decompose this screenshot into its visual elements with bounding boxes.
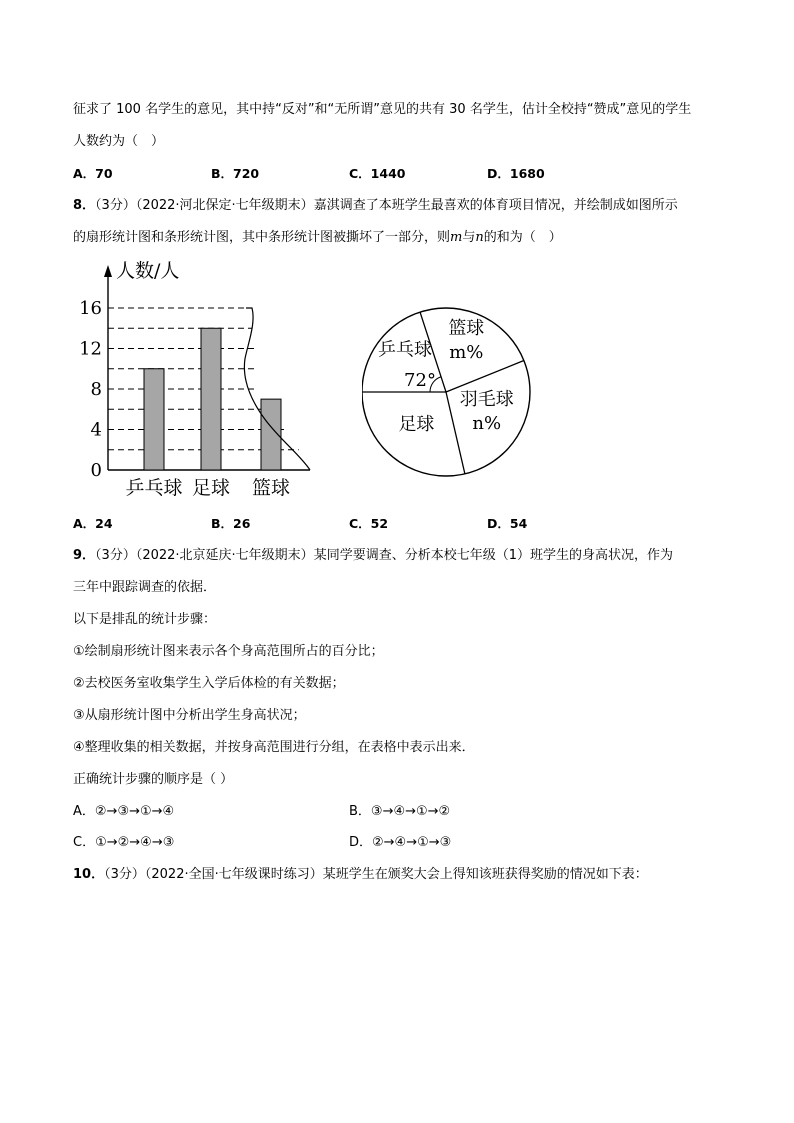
q8-stem-line1 bbox=[73, 197, 678, 215]
q9-option-b[interactable]: B．③→④→①→② bbox=[349, 804, 451, 819]
x-tick-label: 足球 bbox=[191, 477, 231, 499]
q8-number: 8． bbox=[73, 198, 96, 213]
q9-score: （3分） bbox=[95, 548, 136, 563]
q9-stem-text1: 某同学要调查、分析本校七年级（1）班学生的身高状况，作为 bbox=[313, 548, 673, 563]
q10-stem-text1: 某班学生在颁奖大会上得知该班获得奖励的情况如下表： bbox=[322, 867, 648, 882]
q7-option-b[interactable]: B．720 bbox=[211, 166, 260, 181]
x-tick-label: 乒乓球 bbox=[125, 477, 183, 499]
q8-stem-text1: 嘉淇调查了本班学生最喜欢的体育项目情况，并绘制成如图所示 bbox=[313, 198, 678, 213]
q8-bar-chart bbox=[70, 255, 330, 505]
q9-stem-line3: 以下是排乱的统计步骤： bbox=[73, 612, 217, 627]
y-tick-label: 12 bbox=[79, 338, 102, 360]
q9-source: （2022·北京延庆·七年级期末） bbox=[135, 548, 314, 563]
q8-option-c[interactable]: C．52 bbox=[349, 516, 389, 531]
q8-pie-chart bbox=[362, 298, 542, 488]
q9-step-1: ①绘制扇形统计图来表示各个身高范围所占的百分比； bbox=[73, 644, 384, 659]
q8-var-n: n bbox=[475, 230, 484, 245]
q10-stem-line1 bbox=[73, 866, 648, 884]
x-tick-label: 篮球 bbox=[251, 477, 291, 499]
q8-option-d[interactable]: D．54 bbox=[487, 516, 528, 531]
q9-step-2: ②去校医务室收集学生入学后体检的有关数据； bbox=[73, 676, 345, 691]
q10-source: （2022·全国·七年级课时练习） bbox=[144, 867, 323, 882]
slice-badminton-value: n% bbox=[472, 413, 502, 435]
slice-pingpong-value: 72° bbox=[404, 370, 436, 391]
y-axis-label: 人数/人 bbox=[116, 260, 180, 282]
q8-score: （3分） bbox=[95, 198, 136, 213]
q8-source: （2022·河北保定·七年级期末） bbox=[135, 198, 314, 213]
q9-step-3: ③从扇形统计图中分析出学生身高状况； bbox=[73, 708, 306, 723]
q8-option-b[interactable]: B．26 bbox=[211, 516, 251, 531]
slice-pingpong-label: 乒乓球 bbox=[378, 339, 433, 361]
q9-option-d[interactable]: D．②→④→①→③ bbox=[349, 835, 452, 850]
slice-badminton-label: 羽毛球 bbox=[459, 389, 514, 411]
slice-football-label: 足球 bbox=[398, 413, 435, 435]
q7-option-d[interactable]: D．1680 bbox=[487, 166, 545, 181]
q9-stem-line2: 三年中跟踪调查的依据． bbox=[73, 580, 217, 595]
q7-option-a[interactable]: A．70 bbox=[73, 166, 113, 181]
q9-number: 9． bbox=[73, 548, 96, 563]
q7-stem-line2: 人数约为（ ） bbox=[73, 134, 165, 149]
q9-question: 正确统计步骤的顺序是（ ） bbox=[73, 772, 234, 787]
q8-stem-line2 bbox=[73, 229, 562, 247]
q10-number: 10． bbox=[73, 867, 105, 882]
y-tick-label: 4 bbox=[90, 419, 102, 441]
bar bbox=[201, 328, 221, 470]
q10-score: （3分） bbox=[104, 867, 145, 882]
slice-basketball-value: m% bbox=[449, 342, 484, 364]
q9-option-a[interactable]: A．②→③→①→④ bbox=[73, 804, 175, 819]
y-tick-label: 16 bbox=[79, 298, 102, 319]
q7-option-c[interactable]: C．1440 bbox=[349, 166, 406, 181]
y-tick-label: 8 bbox=[90, 379, 102, 400]
y-tick-label: 0 bbox=[90, 460, 102, 481]
q8-var-m: m bbox=[450, 230, 463, 245]
q8-stem-text2b: 与 bbox=[462, 230, 476, 245]
q8-stem-text2a: 的扇形统计图和条形统计图，其中条形统计图被撕坏了一部分，则 bbox=[73, 230, 451, 245]
y-axis-arrow bbox=[104, 265, 112, 277]
q9-stem-line1 bbox=[73, 547, 673, 565]
bar bbox=[144, 369, 164, 470]
q7-stem-line1: 征求了 100 名学生的意见，其中持“反对”和“无所谓”意见的共有 30 名学生，估计全校持“赞成”意见的学生 bbox=[73, 102, 692, 117]
q9-step-4: ④整理收集的相关数据，并按身高范围进行分组，在表格中表示出来． bbox=[73, 740, 475, 755]
slice-basketball-label: 篮球 bbox=[448, 318, 485, 340]
q8-option-a[interactable]: A．24 bbox=[73, 516, 113, 531]
q9-option-c[interactable]: C．①→②→④→③ bbox=[73, 835, 175, 850]
q8-stem-text2c: 的和为（ ） bbox=[483, 230, 562, 245]
